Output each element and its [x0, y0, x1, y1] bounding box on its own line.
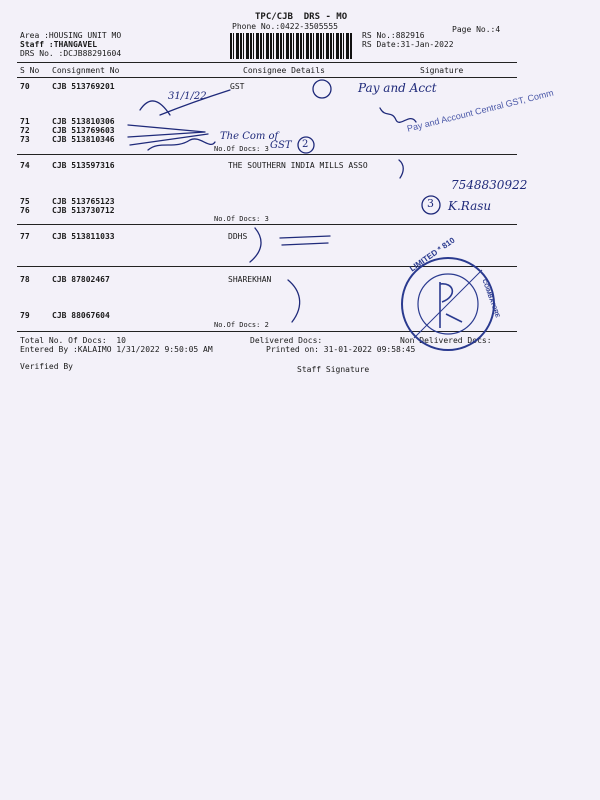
- handwritten-signature-pay-acct: Pay and Acct: [358, 81, 437, 95]
- document-title: TPC/CJB DRS - MO: [255, 12, 348, 22]
- row-sno: 71: [20, 117, 30, 126]
- handwritten-gst: GST: [270, 140, 292, 151]
- handwritten-circle-3: 3: [427, 197, 434, 210]
- doc-count: No.Of Docs: 3: [214, 215, 269, 223]
- handwritten-the-com: The Com of: [220, 131, 279, 142]
- row-sno: 72: [20, 126, 30, 135]
- staff-signature: Staff Signature: [297, 365, 370, 374]
- doc-count: No.Of Docs: 3: [214, 145, 269, 153]
- row-consignment: CJB 88067604: [52, 311, 110, 320]
- doc-count: No.Of Docs: 2: [214, 321, 269, 329]
- delivered-docs: Delivered Docs:: [250, 336, 323, 345]
- page-number: Page No.:4: [452, 25, 501, 34]
- consignee-ddhs: DDHS: [228, 232, 248, 241]
- department-stamp-text: Pay and Account Central GST, Comm: [406, 87, 555, 134]
- row-consignment: CJB 513765123: [52, 197, 115, 206]
- consignee-gst: GST: [230, 82, 245, 91]
- seal-ring-right: COIMBATORE: [480, 278, 500, 319]
- rs-date: RS Date:31-Jan-2022: [362, 40, 454, 49]
- row-consignment: CJB 513810306: [52, 117, 115, 126]
- col-consignment: Consignment No: [52, 66, 120, 75]
- handwritten-circle-2: 2: [302, 139, 309, 150]
- row-sno: 78: [20, 275, 30, 284]
- row-sno: 74: [20, 161, 30, 170]
- row-consignment: CJB 513730712: [52, 206, 115, 215]
- printed-on: Printed on: 31-01-2022 09:58:45: [266, 345, 416, 354]
- row-sno: 70: [20, 82, 30, 91]
- total-docs: Total No. Of Docs: 10: [20, 336, 126, 345]
- handwritten-phone: 7548830922: [451, 178, 528, 192]
- handwritten-date: 31/1/22: [168, 91, 207, 102]
- seal-ring-top: LIMITED * 810: [408, 235, 457, 274]
- verified-by: Verified By: [20, 362, 73, 371]
- row-sno: 73: [20, 135, 30, 144]
- entered-by: Entered By :KALAIMO 1/31/2022 9:50:05 AM: [20, 345, 213, 354]
- area-label: Area :HOUSING UNIT MO: [20, 31, 122, 40]
- row-sno: 75: [20, 197, 30, 206]
- row-sno: 77: [20, 232, 30, 241]
- rs-number: RS No.:882916: [362, 31, 425, 40]
- row-consignment: CJB 513597316: [52, 161, 115, 170]
- row-sno: 79: [20, 311, 30, 320]
- non-delivered-docs: Non Delivered Docs:: [400, 336, 492, 345]
- consignee-sharekhan: SHAREKHAN: [228, 275, 272, 284]
- drs-number: DRS No. :DCJB88291604: [20, 49, 122, 58]
- handwritten-name: K.Rasu: [448, 199, 492, 213]
- staff-label: Staff :THANGAVEL: [20, 40, 98, 49]
- row-consignment: CJB 513769603: [52, 126, 115, 135]
- row-consignment: CJB 513811033: [52, 232, 115, 241]
- consignee-sima: THE SOUTHERN INDIA MILLS ASSO: [228, 161, 368, 170]
- row-consignment: CJB 513810346: [52, 135, 115, 144]
- row-consignment: CJB 513769201: [52, 82, 115, 91]
- phone-number: Phone No.:0422-3505555: [232, 22, 338, 31]
- row-sno: 76: [20, 206, 30, 215]
- col-sno: S No: [20, 66, 40, 75]
- col-consignee: Consignee Details: [243, 66, 325, 75]
- col-signature: Signature: [420, 66, 464, 75]
- row-consignment: CJB 87802467: [52, 275, 110, 284]
